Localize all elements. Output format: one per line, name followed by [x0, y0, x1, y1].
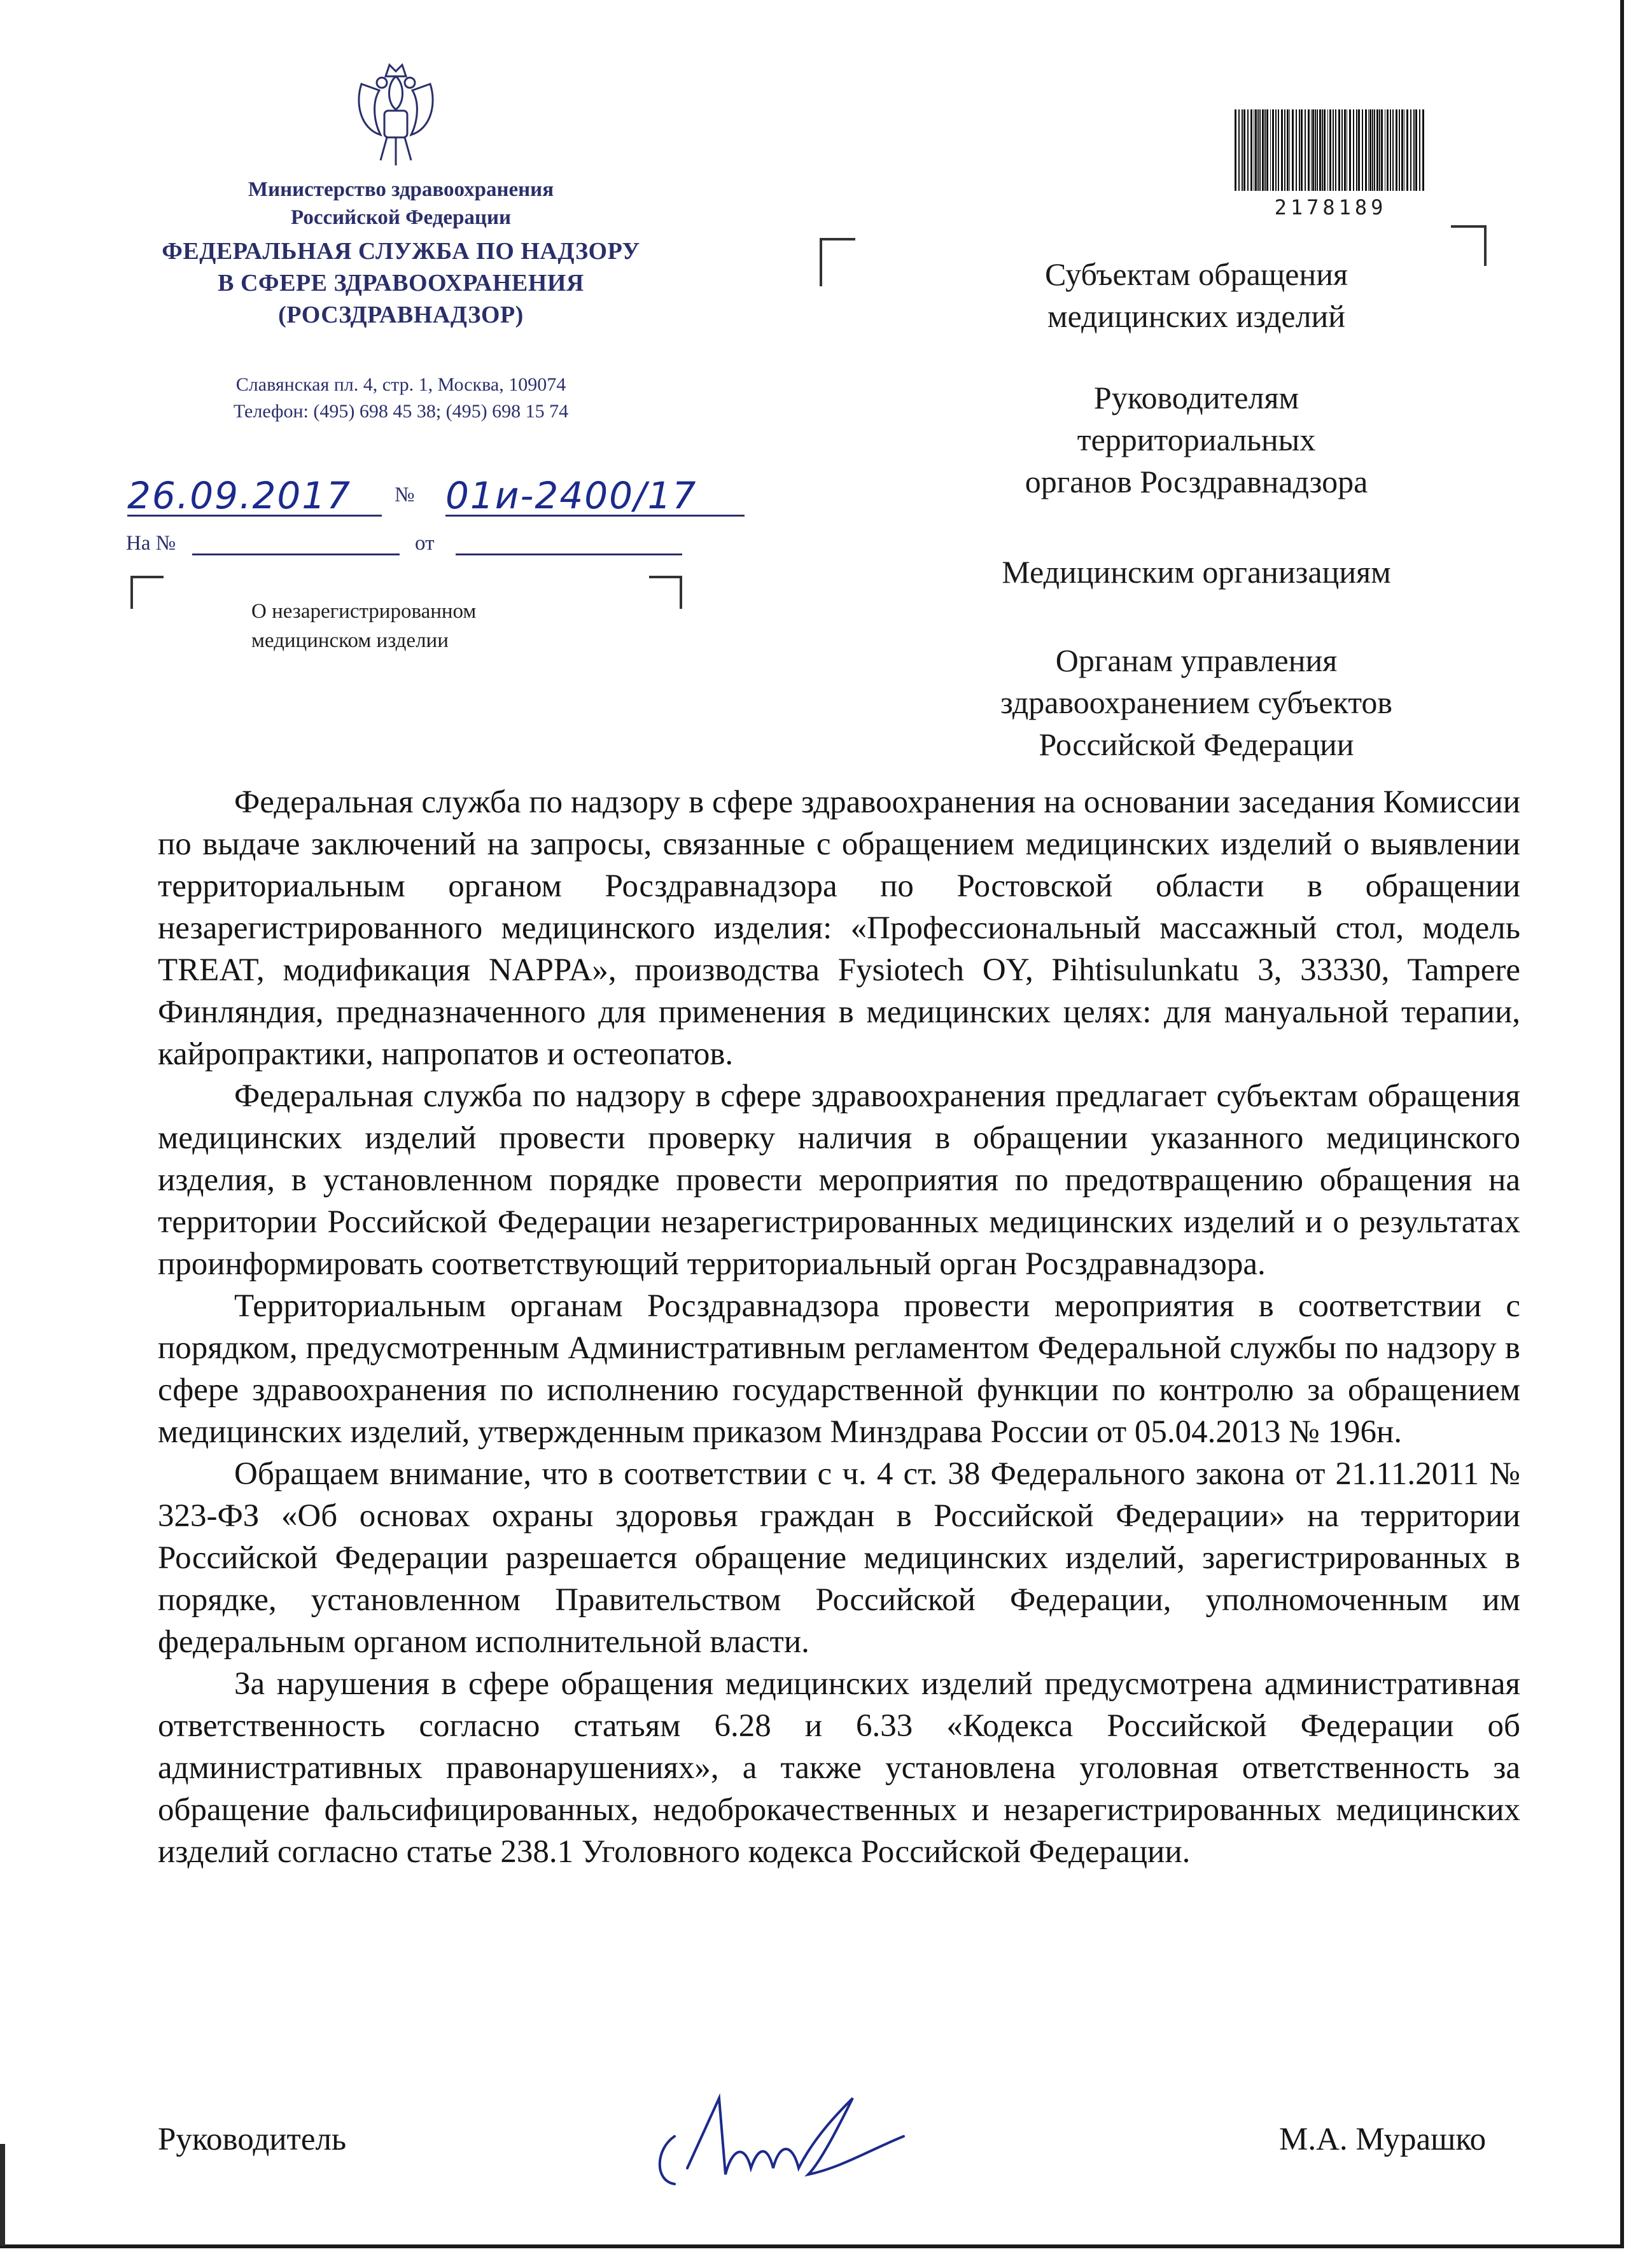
- barcode-bar: [1396, 109, 1397, 191]
- barcode-bar: [1257, 109, 1259, 191]
- addressee-line: территориальных: [1077, 422, 1316, 457]
- barcode-bar: [1278, 109, 1279, 191]
- service-line: В СФЕРЕ ЗДРАВООХРАНЕНИЯ: [218, 270, 584, 296]
- scan-border-right: [1620, 0, 1624, 2246]
- barcode-bar: [1372, 109, 1373, 191]
- subject-bracket-right: [649, 576, 682, 609]
- addressee-line: Органам управления: [1055, 643, 1338, 678]
- barcode-bar: [1374, 109, 1375, 191]
- subject-line: О незарегистрированном: [251, 600, 477, 623]
- ministry-line: Российской Федерации: [291, 206, 511, 229]
- addressee-line: Медицинским организациям: [1002, 554, 1391, 590]
- barcode-bar: [1312, 109, 1314, 191]
- barcode-number: 2178189: [1274, 195, 1387, 219]
- body-paragraph: Территориальным органам Росздравнадзора провести мероприятия в соответствии с порядком, предусмотренным Административным регламентом Федеральной службы по надзору в сфере здравоохранения по исполнению государственной функции по контролю за обращением медицинских изделий, утвержденным приказом Минздрава России от 05.04.2013 № 196н.: [158, 1288, 1520, 1450]
- from-date-blank: [456, 553, 682, 555]
- date-field: [127, 474, 382, 517]
- barcode-bar: [1329, 109, 1331, 191]
- addressee-line: Субъектам обращения: [1045, 256, 1348, 292]
- barcode-bar: [1376, 109, 1378, 191]
- barcode-bar: [1266, 109, 1268, 191]
- coat-of-arms-icon: [349, 59, 443, 174]
- barcode-bar: [1399, 109, 1400, 191]
- barcode-bar: [1259, 109, 1261, 191]
- barcode-bar: [1250, 109, 1252, 191]
- barcode-bar: [1292, 109, 1294, 191]
- scan-border-bottom: [0, 2244, 1624, 2248]
- barcode-bar: [1358, 109, 1360, 191]
- number-sign: №: [395, 484, 415, 506]
- body-paragraph: Федеральная служба по надзору в сфере здравоохранения предлагает субъектам обращения медицинских изделий провести проверку наличия в обращении указанного медицинского изделия, в установленном порядке провести мероприятия по предотвращению обращения на территории Российской Федерации незарегистрированных медицинских изделий и о результатах проинформировать соответствующий территориальный орган Росздравнадзора.: [158, 1078, 1520, 1282]
- barcode-bar: [1415, 109, 1417, 191]
- reply-label: На №: [126, 532, 176, 555]
- body-paragraph: Федеральная служба по надзору в сфере здравоохранения на основании заседания Комиссии по выдаче заключений на запросы, связанные с обращением медицинских изделий о выявлении территориальным органом Росздравнадзора по Ростовской области в обращении незарегистрированного медицинского изделия: «Профессиональный массажный стол, модель TREAT, модификация NAPPA», производства Fysiotech OY, Pihtisulunkatu 3, 33330, Tampere Финляндия, предназначенного для применения в медицинских целях: для мануальной терапии, кайропрактики, напропатов и остеопатов.: [158, 784, 1520, 1072]
- barcode-bar: [1362, 109, 1363, 191]
- barcode-bar: [1235, 109, 1236, 191]
- service-line: ФЕДЕРАЛЬНАЯ СЛУЖБА ПО НАДЗОРУ: [162, 238, 640, 265]
- barcode-bar: [1356, 109, 1357, 191]
- addressee-line: здравоохранением субъектов: [1000, 685, 1393, 720]
- barcode-bar: [1401, 109, 1403, 191]
- service-line: (РОСЗДРАВНАДЗОР): [278, 302, 524, 328]
- barcode-bar: [1349, 109, 1351, 191]
- barcode-bar: [1301, 109, 1303, 191]
- barcode-bar: [1335, 109, 1336, 191]
- barcode-bar: [1281, 109, 1283, 191]
- barcode-bar: [1322, 109, 1323, 191]
- barcode-bar: [1341, 109, 1343, 191]
- barcode-bar: [1379, 109, 1380, 191]
- addressee-line: медицинских изделий: [1047, 298, 1346, 334]
- barcode-bar: [1255, 109, 1257, 191]
- barcode-bar: [1264, 109, 1266, 191]
- letter-body: [158, 781, 1520, 1873]
- barcode-bar: [1287, 109, 1289, 191]
- letterhead-service: [95, 235, 706, 331]
- barcode-bar: [1338, 109, 1340, 191]
- barcode-bar: [1305, 109, 1306, 191]
- phone-line: Телефон: (495) 698 45 38; (495) 698 15 74: [233, 401, 569, 422]
- barcode-bar: [1317, 109, 1318, 191]
- barcode-bar: [1319, 109, 1321, 191]
- letterhead-ministry: [127, 176, 675, 232]
- barcode-bar: [1422, 109, 1424, 191]
- ministry-line: Министерство здравоохранения: [248, 178, 554, 201]
- barcode-bar: [1289, 109, 1290, 191]
- addressee-line: Российской Федерации: [1039, 727, 1354, 762]
- barcode-bar: [1410, 109, 1411, 191]
- reply-number-blank: [192, 553, 400, 555]
- body-paragraph: За нарушения в сфере обращения медицинских изделий предусмотрена административная ответственность согласно статьям 6.28 и 6.33 «Кодекса Российской Федерации об административных правонарушениях», а также установлена уголовная ответственность за обращение фальсифицированных, недоброкачественных и незарегистрированных медицинских изделий согласно статье 238.1 Уголовного кодекса Российской Федерации.: [158, 1666, 1520, 1870]
- barcode-bar: [1272, 109, 1274, 191]
- barcode-bar: [1381, 109, 1383, 191]
- address-line: Славянская пл. 4, стр. 1, Москва, 109074: [235, 374, 566, 395]
- barcode-bar: [1299, 109, 1300, 191]
- handwritten-number: 01и-2400/17: [445, 474, 697, 517]
- barcode-bar: [1413, 109, 1415, 191]
- barcode-bar: [1270, 109, 1271, 191]
- handwritten-signature: [649, 2073, 916, 2194]
- barcode-bar: [1353, 109, 1354, 191]
- barcode-bar: [1368, 109, 1369, 191]
- from-label: от: [415, 532, 435, 555]
- barcode-bar: [1419, 109, 1420, 191]
- barcode-bar: [1296, 109, 1297, 191]
- barcode-bar: [1275, 109, 1277, 191]
- subject-line: медицинском изделии: [251, 629, 449, 652]
- barcode-bar: [1365, 109, 1367, 191]
- barcode-bar: [1315, 109, 1316, 191]
- barcode-bar: [1327, 109, 1328, 191]
- signer-position: Руководитель: [158, 2122, 347, 2157]
- letterhead-contacts: [127, 372, 675, 425]
- barcode-bar: [1308, 109, 1310, 191]
- subject-block: [251, 597, 608, 655]
- addressee-bracket-left: [820, 238, 855, 286]
- addressee-line: Руководителям: [1093, 380, 1299, 415]
- barcode-bar: [1392, 109, 1394, 191]
- barcode-bar: [1344, 109, 1346, 191]
- addressee-line: органов Росздравнадзора: [1025, 464, 1368, 499]
- addressee-group: [878, 551, 1515, 593]
- barcode-bar: [1390, 109, 1391, 191]
- addressee-group: [878, 377, 1515, 503]
- signer-name: М.А. Мурашко: [1279, 2122, 1487, 2157]
- barcode-bar: [1284, 109, 1285, 191]
- handwritten-date: 26.09.2017: [127, 474, 352, 517]
- addressee-group: [878, 639, 1515, 765]
- barcode-bar: [1324, 109, 1326, 191]
- barcode-block: [1226, 109, 1436, 219]
- barcode-bar: [1311, 109, 1312, 191]
- addressee-group: [878, 253, 1515, 337]
- barcode-bar: [1247, 109, 1249, 191]
- barcode-bar: [1333, 109, 1334, 191]
- barcode-bar: [1369, 109, 1371, 191]
- barcode: [1233, 109, 1427, 191]
- barcode-bar: [1238, 109, 1240, 191]
- barcode-bar: [1242, 109, 1243, 191]
- body-paragraph: Обращаем внимание, что в соответствии с ч. 4 ст. 38 Федерального закона от 21.11.2011 № 323-ФЗ «Об основах охраны здоровья граждан в Российской Федерации» на территории Российской Федерации разрешается обращение медицинских изделий, зарегистрированных в порядке, установленном Правительством Российской Федерации, уполномоченным им федеральным органом исполнительной власти.: [158, 1456, 1520, 1660]
- barcode-bar: [1387, 109, 1389, 191]
- barcode-bar: [1243, 109, 1245, 191]
- number-field: [445, 474, 745, 517]
- subject-bracket-left: [130, 576, 164, 609]
- barcode-bar: [1262, 109, 1264, 191]
- barcode-bar: [1406, 109, 1408, 191]
- scan-border-left: [0, 2144, 5, 2246]
